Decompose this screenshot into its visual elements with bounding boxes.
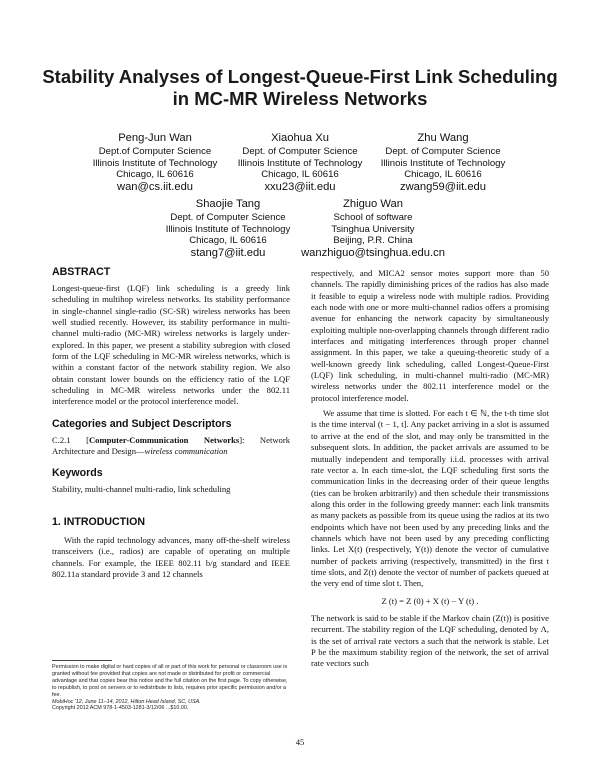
keywords-heading: Keywords: [52, 467, 103, 480]
categories-text-a: C.2.1 [: [52, 434, 89, 445]
author-email: wan@cs.iit.edu: [116, 180, 194, 193]
right-paragraph-3: The network is said to be stable if the Markov chain (Z(t)) is positive recurrent. The stability region of the LQF scheduling, denoted by Λ, is the set of arrival rate vectors a such that the network is stable. Let P be the maximum stability region of the network, the set of arrival rate vectors such: [311, 612, 549, 669]
author-city: Chicago, IL 60616: [116, 169, 194, 181]
author-name: Shaojie Tang: [195, 198, 261, 210]
author-dept: Dept. of Computer Science: [242, 146, 358, 157]
author-email: xxu23@iit.edu: [264, 180, 336, 193]
author-inst: Illinois Institute of Technology: [92, 157, 218, 169]
abstract-text: Longest-queue-first (LQF) link scheduling is a greedy link scheduling in multihop wireless networks. Its stability performance in single-channel single-radio (SC-SR) wireless networks has been well studied recently. However, its stability performance in multi-channel multi-radio (MC-MR) wireless networks is largely under-explored. In this paper, we present a stability subregion with closed form of the LQF scheduling in MC-MR wireless networks, which is within a constant factor of the network stability region. We also obtain constant lower bounds on the efficiency ratio of the LQF scheduling in MC-MR wireless networks under the 802.11 interference model or the protocol interference model.: [52, 283, 290, 407]
categories-bold: Computer-Communication Networks: [88, 434, 240, 445]
author-city: Chicago, IL 60616: [261, 169, 339, 181]
author-name: Zhiguo Wan: [343, 198, 403, 210]
author-dept: School of software: [333, 212, 413, 223]
author-email: wanzhiguo@tsinghua.edu.cn: [301, 246, 445, 259]
author-inst: Tsinghua University: [331, 223, 415, 235]
author-inst: Illinois Institute of Technology: [237, 157, 363, 169]
right-paragraph-2: We assume that time is slotted. For each t ∈ ℕ, the t-th time slot is the time interval (t − 1, t]. Any packet arriving in a slot is assumed to arrive at the end of the slot, and may only be transmitted in the subsequent slots. In addition, the packet arrivals are assumed to be mutually independent and temporally i.i.d. processes with arrival rate vector a. In each time-slot, the LQF scheduling first sorts the communication links in the decreasing order of their queue lengths (ties can be broken arbitrarily) and then schedule their transmissions along this order in the following greedy manner: each link transmits as many packets as possible from its queue using the radios at its two endpoints which have not been used by any preceding links and the channels which have not been used by any preceding conflicting links. Let X(t) (respectively, Y(t)) denote the vector of cumulative number of packets arriving (respectively, transmitted) in the first t time slots, and Z(t) denote the vector of number of packets queued at the very end of time slot t. Then,: [311, 408, 549, 589]
categories-text-b: ]: Network Architecture and Design—: [52, 434, 290, 457]
author-dept: Dept.of Computer Science: [98, 146, 212, 157]
footnote-rule: [52, 660, 112, 661]
footnote-venue: MobiHoc '12, June 11–14, 2012, Hilton Head Island, SC, USA.: [52, 698, 201, 705]
author-name: Peng-Jun Wan: [118, 132, 192, 144]
right-column: [311, 268, 549, 670]
footnote-copyright: Copyright 2012 ACM 978-1-4503-1281-3/12/06 ...$10.00.: [52, 705, 189, 712]
queue-equation: Z (t) = Z (0) + X (t) − Y (t) .: [381, 595, 479, 606]
permission-footnote: [52, 664, 290, 712]
intro-heading: 1. INTRODUCTION: [52, 515, 145, 528]
intro-text: With the rapid technology advances, many off-the-shelf wireless transceivers (i.e., radios) are capable of operating on multiple channels. For example, the IEEE 802.11 b/g standard and IEEE 802.11a standard provide 3 and 12 channels: [52, 534, 290, 579]
author-card: [358, 132, 528, 194]
right-paragraph-1: respectively, and MICA2 sensor motes support more than 50 channels. The rapidly diminishing prices of the radios has also made it feasible to equip a wireless node with multiple radios. Providing each node with one or more multi-channel radios offers a promising avenue for enhancing the network capacity by simultaneously exploiting multiple non-overlapping channels through different radio interfaces and mitigating interferences through proper channel assignment. In this paper, we take a queuing-theoretic study of a well-known greedy link scheduling, called Longest-Queue-First (LQF) link scheduling, in multi-channel multi-radio (MC-MR) wireless networks under the 802.11 interference model or the protocol interference model.: [311, 268, 549, 403]
author-email: zwang59@iit.edu: [400, 180, 486, 193]
author-email: stang7@iit.edu: [190, 246, 266, 259]
author-dept: Dept. of Computer Science: [385, 146, 501, 157]
categories-italic: wireless communication: [144, 446, 228, 457]
author-card: [288, 198, 458, 260]
categories-text: [52, 435, 290, 458]
keywords-text: Stability, multi-channel multi-radio, link scheduling: [52, 484, 231, 495]
categories-heading: Categories and Subject Descriptors: [52, 417, 232, 430]
author-city: Beijing, P.R. China: [333, 235, 413, 247]
paper-title: Stability Analyses of Longest-Queue-First Link Scheduling in MC-MR Wireless Networks: [42, 66, 558, 109]
author-name: Zhu Wang: [417, 132, 469, 144]
author-inst: Illinois Institute of Technology: [165, 223, 291, 235]
author-inst: Illinois Institute of Technology: [380, 157, 506, 169]
author-name: Xiaohua Xu: [271, 132, 329, 144]
author-city: Chicago, IL 60616: [404, 169, 482, 181]
page-number: 45: [295, 737, 305, 747]
author-city: Chicago, IL 60616: [189, 235, 267, 247]
footnote-permission: Permission to make digital or hard copies of all or part of this work for personal or classroom use is granted without fee provided that copies are not made or distributed for profit or commercial advantage and that copies bear this notice and the full citation on the first page. To copy otherwise, to republish, to post on servers or to redistribute to lists, requires prior specific permission and/or a fee.: [52, 664, 288, 698]
left-column: [52, 266, 290, 580]
author-dept: Dept. of Computer Science: [170, 212, 286, 223]
abstract-heading: ABSTRACT: [52, 266, 111, 278]
